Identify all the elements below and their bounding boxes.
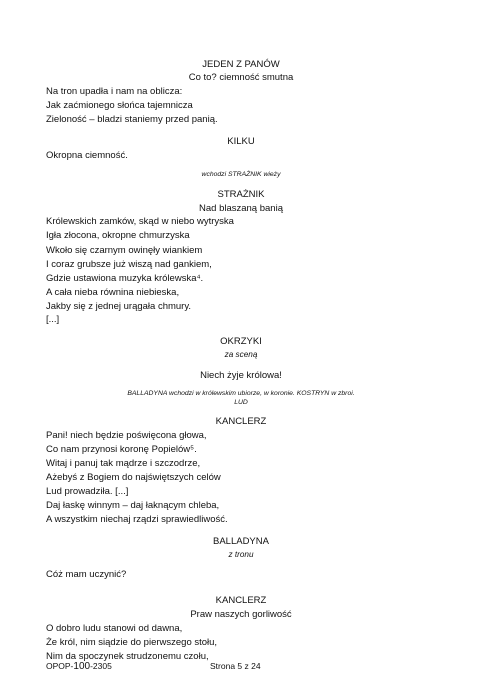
aside-text: Praw naszych gorliwość [190, 609, 292, 620]
verse-line: Na tron upadła i nam na oblicza: [46, 86, 183, 97]
stage-direction: BALLADYNA wchodzi w królewskim ubiorze, w koronie. KOSTRYN w zbroi. [127, 390, 355, 397]
aside-italic: z tronu [228, 550, 254, 559]
page-number: Strona 5 z 24 [210, 661, 261, 671]
verse-line: Cóż mam uczynić? [46, 569, 127, 580]
verse-line: Pani! niech będzie poświęcona głowa, [46, 430, 207, 441]
aside-text: Nad blaszaną banią [199, 203, 283, 214]
verse-line: Jakby się z jednej urągała chmury. [46, 301, 192, 312]
speaker-kanclerz: KANCLERZ [215, 595, 267, 606]
speaker-kanclerz: KANCLERZ [215, 416, 267, 427]
verse-line: Co nam przynosi koronę Popielów⁵. [46, 444, 197, 455]
code-prefix: OPOP- [46, 661, 74, 671]
speaker-balladyna: BALLADYNA [213, 536, 269, 547]
verse-line: Daj łaskę winnym – daj łaknącym chleba, [46, 500, 220, 511]
verse-line: Gdzie ustawiona muzyka królewska⁴. [46, 273, 204, 284]
verse-line: Jak zaćmionego słońca tajemnicza [46, 100, 193, 111]
verse-line: Królewskich zamków, skąd w niebo wytryska [46, 216, 234, 227]
aside-italic: za sceną [224, 350, 258, 359]
verse-line: [...] [46, 314, 60, 325]
verse-line: Nim da spoczynek strudzonemu czołu, [46, 651, 209, 662]
verse-line: I coraz grubsze już wiszą nad gankiem, [46, 259, 212, 270]
verse-line: Że król, nim siądzie do pierwszego stołu, [46, 637, 218, 648]
document-code [46, 661, 112, 672]
code-main: 100 [73, 661, 91, 672]
speaker-okrzyki: OKRZYKI [220, 336, 262, 347]
stage-direction: LUD [234, 399, 248, 406]
speaker-straznik: STRAŻNIK [217, 189, 265, 200]
verse-line-centered: Niech żyje królowa! [200, 370, 282, 381]
verse-line: Okropna ciemność. [46, 150, 128, 161]
verse-line: A cała nieba równina niebieska, [46, 287, 180, 298]
aside-text: Co to? ciemność smutna [188, 72, 294, 83]
verse-line: A wszystkim niechaj rządzi sprawiedliwość. [46, 514, 228, 525]
speaker-kilku: KILKU [227, 136, 255, 147]
verse-line: Ażebyś z Bogiem do najświętszych celów [46, 472, 221, 483]
verse-line: Wkoło się czarnym owinęły wiankiem [46, 245, 203, 256]
verse-line: O dobro ludu stanowi od dawna, [46, 623, 183, 634]
verse-line: Zieloność – bladzi staniemy przed panią. [46, 114, 218, 125]
verse-line: Igła złocona, okropne chmurzyska [46, 230, 190, 241]
verse-line: Witaj i panuj tak mądrze i szczodrze, [46, 458, 201, 469]
stage-direction: wchodzi STRAŻNIK wieży [201, 171, 281, 178]
speaker-jeden-z-panow: JEDEN Z PANÓW [202, 59, 280, 70]
code-suffix: -2305 [90, 661, 112, 671]
verse-line: Lud prowadziła. [...] [46, 486, 129, 497]
